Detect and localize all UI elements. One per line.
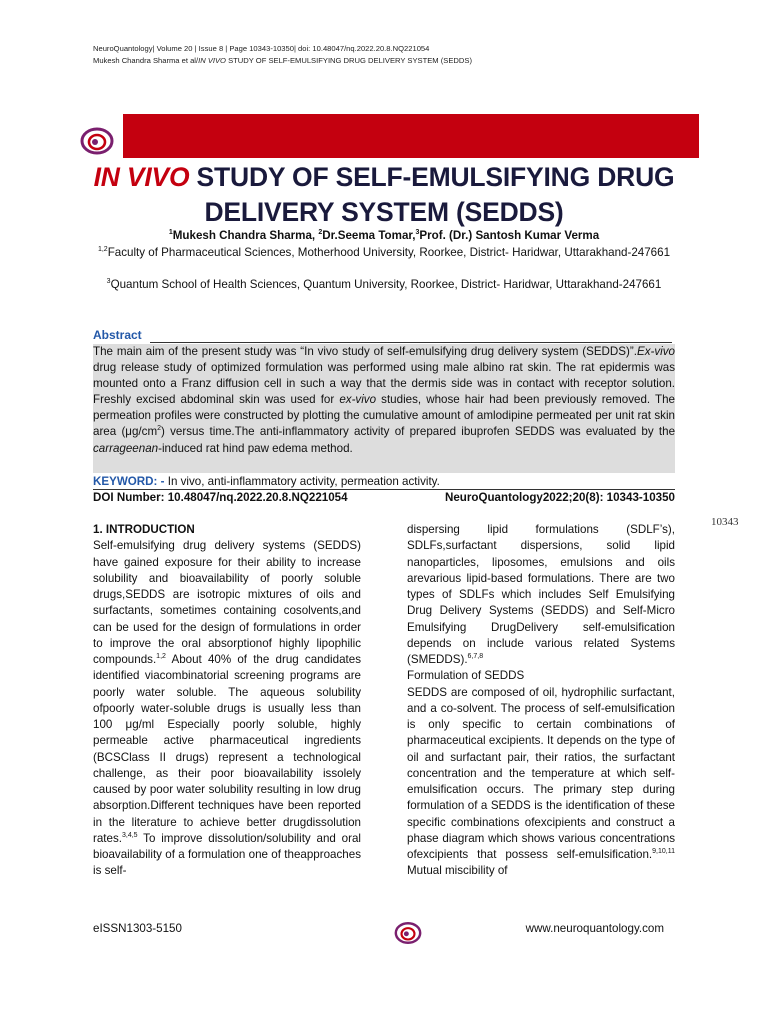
abstract-italic: Ex-vivo: [636, 345, 675, 358]
title-rest: STUDY OF SELF-EMULSIFYING DRUG DELIVERY SYSTEM (SEDDS): [189, 162, 675, 227]
body-text: Self-emulsifying drug delivery systems (SEDDS) have gained exposure for their ability to increase solubility and bioavailability of poorly soluble drugs,SEDDS are isotropic mixtures of oils and surfactants, sometimes containing cosolvents,and can be used for the design of formulations in order to improve the oral absorptionof highly lipophilic compounds.: [93, 539, 361, 666]
journal-citation: NeuroQuantology2022;20(8): 10343-10350: [444, 491, 675, 504]
body-text: To improve dissolution/solubility and oral bioavailability of a formulation one of theapproaches is self-: [93, 831, 361, 878]
running-title: STUDY OF SELF-EMULSIFYING DRUG DELIVERY SYSTEM (SEDDS): [225, 56, 472, 65]
abstract-text: -induced rat hind paw edema method.: [158, 441, 353, 455]
author-2-sup: 2: [318, 229, 323, 237]
citation-sup: 9,10,11: [652, 848, 675, 856]
keywords: [93, 474, 440, 490]
abstract-text: studies, whose hair had been previously removed. The permeation profiles were constructed by plotting the cumulative amount of amlodipine permeated per unit rat skin area (μg/cm: [93, 393, 675, 439]
doi-number: DOI Number: 10.48047/nq.2022.20.8.NQ221054: [93, 491, 348, 504]
title-in-vivo: IN VIVO: [93, 162, 190, 192]
abstract-text: drug release study of optimized formulation was performed using male albino rat skin. The rat epidermis was mounted onto a Franz diffusion cell in such a way that the dermis side was in contact with receptor solution. Freshly excised abdominal skin was used for: [93, 361, 675, 407]
journal-logo-icon: [80, 125, 114, 162]
journal-header-line-1: NeuroQuantology| Volume 20 | Issue 8 | Page 10343-10350| doi: 10.48047/nq.2022.20.8.NQ221054: [93, 44, 430, 53]
abstract-text: ) versus time.The anti-inflammatory activity of prepared ibuprofen SEDDS was evaluated by the: [161, 425, 676, 439]
footer-issn: eISSN1303-5150: [93, 922, 182, 935]
subheading-formulation: Formulation of SEDDS: [407, 669, 525, 683]
abstract-body: [93, 344, 675, 457]
journal-header-line-2: [93, 56, 472, 65]
citation-sup: 3,4,5: [122, 831, 138, 839]
citation-sup: 6,7,8: [467, 653, 484, 661]
affiliation-1-text: Faculty of Pharmaceutical Sciences, Motherhood University, Roorkee, District- Haridwar, Uttarakhand-247661: [107, 246, 671, 259]
affiliation-3: [93, 277, 675, 293]
body-paragraph: [407, 685, 675, 880]
running-title-italic: IN VIVO: [198, 56, 226, 65]
abstract-text: The main aim of the present study was “In vivo study of self-emulsifying drug delivery system (SEDDS)”.: [93, 345, 637, 358]
section-heading-introduction: 1. INTRODUCTION: [93, 523, 195, 536]
abstract-italic: ex-vivo: [339, 393, 377, 407]
abstract-sup: 2: [157, 425, 162, 433]
author-1: Mukesh Chandra Sharma,: [172, 229, 319, 242]
article-title: [93, 160, 675, 230]
abstract-heading: Abstract: [93, 328, 142, 342]
body-text: About 40% of the drug candidates identified viacombinatorial screening programs are poorly water soluble. The aqueous solubility ofpoorly water-soluble drugs is usually less than 100 μg/ml Especially poorly soluble, highly permeable active pharmaceutical ingredients (BCSClass II drugs) represent a technological challenge, as their poor bioavailability issolely caused by poor water solubility resulting in low drug absorption.Different techniques have been reported in the literature to achieve better drugdissolution rates.: [93, 653, 361, 845]
right-column: [407, 522, 675, 880]
author-2: Dr.Seema Tomar,: [322, 229, 416, 242]
affiliation-3-text: Quantum School of Health Sciences, Quantum University, Roorkee, District- Haridwar, Uttarakhand-247661: [110, 278, 662, 291]
page-number: 10343: [711, 516, 739, 528]
introduction-paragraph: [93, 538, 361, 879]
body-text: Mutual miscibility of: [407, 864, 508, 878]
author-3: Prof. (Dr.) Santosh Kumar Verma: [419, 229, 600, 242]
author-list: [93, 228, 675, 244]
running-author: Mukesh Chandra Sharma et al/: [93, 56, 199, 65]
body-text: dispersing lipid formulations (SDLF’s), SDLFs,surfactant dispersions, solid lipid nanoparticles, liposomes, emulsions and oils arevarious lipid-based formulations. There are two types of SDLFs which includes Self Emulsifying Drug Delivery Systems (SEDDS) and Self-Micro Emulsifying DrugDelivery self-emulsification depends on include various related Systems (SMEDDS).: [407, 523, 675, 666]
footer-logo-icon: [394, 920, 422, 951]
body-paragraph: [407, 522, 675, 668]
left-column: [93, 522, 361, 880]
header-red-banner: [123, 114, 699, 158]
affiliation-1-sup: 1,2: [97, 246, 108, 254]
keywords-label: KEYWORD: -: [93, 475, 165, 488]
body-text: SEDDS are composed of oil, hydrophilic surfactant, and a co-solvent. The process of self-emulsification is only specific to certain combinations of pharmaceutical excipients. It depends on the type of oil and surfactant pair, their ratios, the surfactant concentration and the temperature at which self-emulsification occurs. The primary step during formulation of a SEDDS is the identification of these specific combinations ofexcipients and construct a phase diagram which shows various concentrations ofexcipients that possess self-emulsification.: [407, 685, 675, 861]
abstract-italic: carrageenan: [93, 441, 159, 455]
abstract-rule: [150, 342, 672, 343]
footer-website-link[interactable]: www.neuroquantology.com: [525, 922, 664, 935]
affiliation-3-sup: 3: [106, 278, 111, 286]
citation-sup: 1,2: [156, 653, 166, 661]
author-1-sup: 1: [168, 229, 173, 237]
author-3-sup: 3: [415, 229, 420, 237]
keywords-text: In vivo, anti-inflammatory activity, permeation activity.: [164, 475, 440, 488]
affiliation-1: [93, 245, 675, 261]
doi-rule: [93, 489, 675, 490]
